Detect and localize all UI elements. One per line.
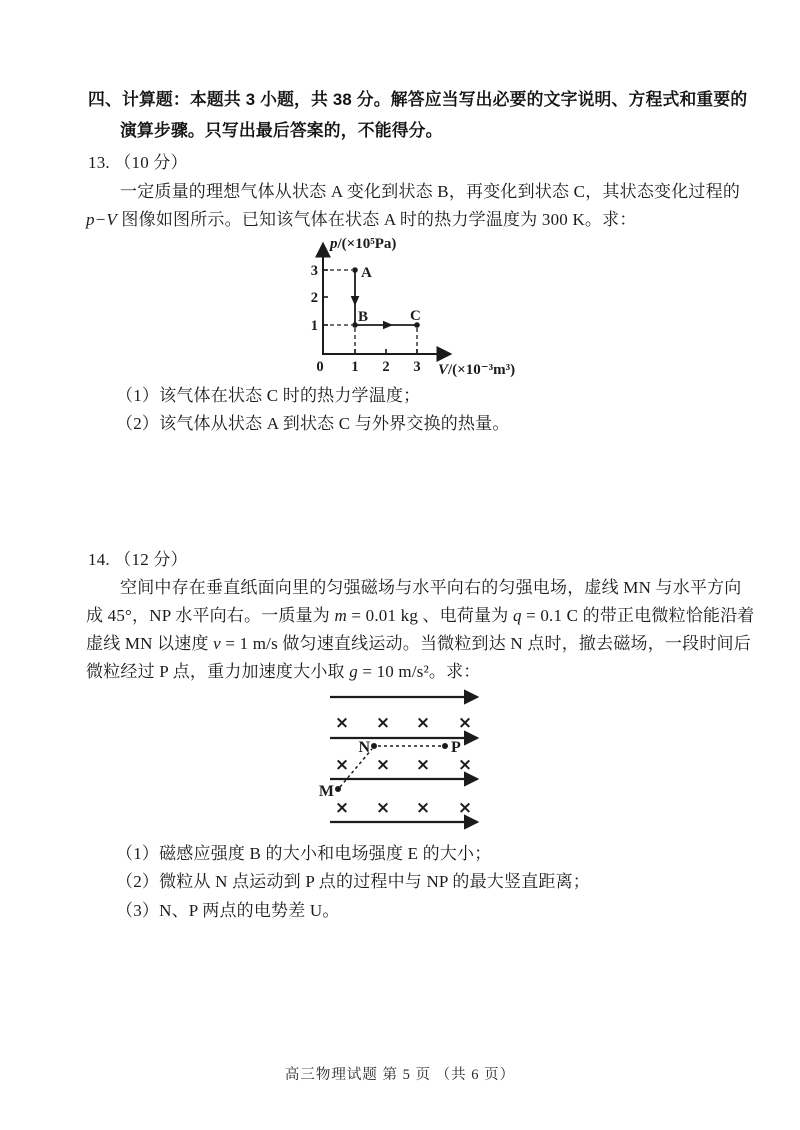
q13-number: 13. （10 分） bbox=[88, 153, 188, 172]
point-M-label: M bbox=[318, 783, 334, 800]
point-A bbox=[352, 267, 358, 273]
q14-l2-seg0: 成 45°，NP 水平向右。一质量为 bbox=[86, 606, 335, 625]
point-P bbox=[442, 743, 448, 749]
field-cross: × bbox=[375, 713, 391, 733]
point-N-label: N bbox=[358, 739, 370, 756]
arrow-down-A-to-B bbox=[351, 296, 360, 306]
q14-l2-seg2: = 0.01 kg 、电荷量为 bbox=[346, 606, 513, 625]
q14-item-1: （1）磁感应强度 B 的大小和电场强度 E 的大小； bbox=[116, 844, 492, 863]
y-tick-label-1: 1 bbox=[310, 318, 318, 334]
q14-text-line1: 空间中存在垂直纸面向里的匀强磁场与水平向右的匀强电场，虚线 MN 与水平方向 bbox=[120, 578, 742, 597]
gravity-symbol: g bbox=[349, 662, 358, 681]
q14-text-line2 bbox=[86, 601, 755, 626]
q14-text-line3 bbox=[86, 629, 751, 654]
section-header-line2: 演算步骤。只写出最后答案的，不能得分。 bbox=[120, 121, 443, 140]
point-A-label: A bbox=[361, 265, 372, 281]
section-header-line1: 四、计算题：本题共 3 小题，共 38 分。解答应当写出必要的文字说明、方程式和重要的 bbox=[88, 90, 748, 109]
charge-symbol: q bbox=[512, 606, 522, 625]
q13-line2-rest: 图像如图所示。已知该气体在状态 A 时的热力学温度为 300 K。求： bbox=[116, 210, 637, 229]
q14-item-2: （2）微粒从 N 点运动到 P 点的过程中与 NP 的最大竖直距离； bbox=[116, 872, 590, 891]
point-B-label: B bbox=[358, 309, 369, 325]
point-N bbox=[371, 743, 377, 749]
field-cross: × bbox=[415, 798, 431, 818]
q14-l4-seg2: = 10 m/s²。求： bbox=[357, 662, 481, 681]
q14-number: 14. （12 分） bbox=[88, 550, 188, 569]
field-cross: × bbox=[457, 798, 473, 818]
q14-l3-seg2: = 1 m/s 做匀速直线运动。当微粒到达 N 点时，撤去磁场，一段时间后 bbox=[220, 634, 751, 653]
x-axis-label: V/(×10⁻³m³) bbox=[438, 362, 516, 378]
point-B bbox=[352, 322, 358, 328]
y-tick-label-3: 3 bbox=[310, 263, 318, 279]
origin-label: 0 bbox=[316, 359, 324, 375]
y-axis-label: p/(×10⁵Pa) bbox=[330, 236, 397, 252]
q13-item-2: （2）该气体从状态 A 到状态 C 与外界交换的热量。 bbox=[116, 414, 510, 433]
x-tick-label-3: 3 bbox=[413, 359, 421, 375]
mass-symbol: m bbox=[334, 606, 347, 625]
field-cross: × bbox=[415, 713, 431, 733]
q13-text-line2 bbox=[86, 205, 637, 230]
q13-text-line1: 一定质量的理想气体从状态 A 变化到状态 B，再变化到状态 C，其状态变化过程的 bbox=[120, 182, 741, 201]
q14-l4-seg0: 微粒经过 P 点，重力加速度大小取 bbox=[86, 662, 350, 681]
field-diagram bbox=[280, 688, 540, 840]
field-cross: × bbox=[457, 755, 473, 775]
field-cross: × bbox=[334, 713, 350, 733]
field-cross: × bbox=[334, 798, 350, 818]
point-C-label: C bbox=[410, 308, 421, 324]
point-P-label: P bbox=[451, 739, 461, 756]
y-tick-label-2: 2 bbox=[310, 290, 318, 306]
page-footer: 高三物理试题 第 5 页 （共 6 页） bbox=[284, 1067, 516, 1083]
field-cross: × bbox=[375, 798, 391, 818]
q14-l3-seg0: 虚线 MN 以速度 bbox=[86, 634, 214, 653]
velocity-symbol: v bbox=[213, 634, 221, 653]
field-cross: × bbox=[375, 755, 391, 775]
x-tick-label-1: 1 bbox=[351, 359, 359, 375]
field-cross: × bbox=[334, 755, 350, 775]
field-cross: × bbox=[415, 755, 431, 775]
pv-symbol: p−V bbox=[86, 210, 117, 229]
x-tick-label-2: 2 bbox=[382, 359, 390, 375]
arrow-right-B-to-C bbox=[383, 321, 393, 330]
q13-item-1: （1）该气体在状态 C 时的热力学温度； bbox=[116, 386, 421, 405]
q14-text-line4 bbox=[86, 657, 481, 682]
q14-l2-seg4: = 0.1 C 的带正电微粒恰能沿着 bbox=[521, 606, 755, 625]
field-cross: × bbox=[457, 713, 473, 733]
q14-item-3: （3）N、P 两点的电势差 U。 bbox=[116, 901, 340, 920]
pv-diagram bbox=[280, 228, 548, 384]
point-M bbox=[335, 786, 341, 792]
